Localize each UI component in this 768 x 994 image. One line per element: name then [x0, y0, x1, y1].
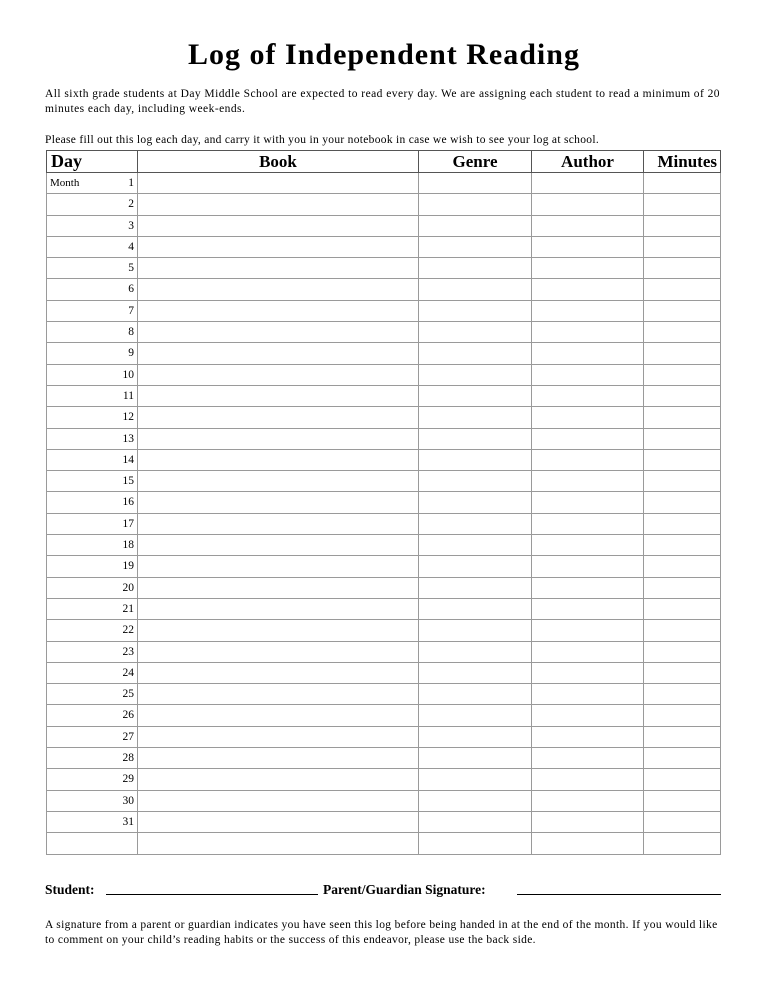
- book-cell[interactable]: [138, 769, 419, 790]
- author-cell[interactable]: [532, 385, 644, 406]
- genre-cell[interactable]: [419, 684, 532, 705]
- minutes-cell[interactable]: [644, 471, 721, 492]
- day-cell: [47, 662, 138, 683]
- minutes-cell[interactable]: [644, 748, 721, 769]
- author-cell[interactable]: [532, 428, 644, 449]
- author-cell[interactable]: [532, 811, 644, 832]
- book-cell[interactable]: [138, 726, 419, 747]
- minutes-cell[interactable]: [644, 343, 721, 364]
- day-number: 24: [122, 666, 134, 679]
- book-cell[interactable]: [138, 364, 419, 385]
- table-row: [47, 385, 721, 406]
- genre-cell[interactable]: [419, 535, 532, 556]
- table-header-row: [47, 151, 721, 173]
- day-cell: [47, 492, 138, 513]
- table-row: [47, 641, 721, 662]
- genre-cell[interactable]: [419, 556, 532, 577]
- book-cell[interactable]: [138, 300, 419, 321]
- genre-cell[interactable]: [419, 449, 532, 470]
- table-row: [47, 407, 721, 428]
- book-cell[interactable]: [138, 513, 419, 534]
- day-number: 27: [122, 730, 134, 743]
- genre-cell[interactable]: [419, 598, 532, 619]
- author-cell[interactable]: [532, 407, 644, 428]
- day-cell: [47, 620, 138, 641]
- table-row: [47, 705, 721, 726]
- signature-section: [45, 880, 721, 900]
- author-cell[interactable]: [532, 662, 644, 683]
- author-cell[interactable]: [532, 748, 644, 769]
- author-cell[interactable]: [532, 258, 644, 279]
- minutes-cell[interactable]: [644, 726, 721, 747]
- book-cell[interactable]: [138, 385, 419, 406]
- minutes-cell[interactable]: [644, 492, 721, 513]
- table-row: [47, 279, 721, 300]
- minutes-cell[interactable]: [644, 385, 721, 406]
- book-cell[interactable]: [138, 705, 419, 726]
- day-cell: [47, 577, 138, 598]
- table-row: [47, 194, 721, 215]
- book-cell[interactable]: [138, 790, 419, 811]
- minutes-cell[interactable]: [644, 620, 721, 641]
- table-row: [47, 811, 721, 832]
- minutes-cell[interactable]: [644, 194, 721, 215]
- day-cell: [47, 449, 138, 470]
- table-row: [47, 577, 721, 598]
- minutes-cell[interactable]: [644, 428, 721, 449]
- day-number: 11: [122, 389, 134, 402]
- book-cell[interactable]: [138, 684, 419, 705]
- genre-cell[interactable]: [419, 471, 532, 492]
- author-cell[interactable]: [532, 449, 644, 470]
- book-cell[interactable]: [138, 173, 419, 194]
- author-cell[interactable]: [532, 215, 644, 236]
- author-cell[interactable]: [532, 492, 644, 513]
- day-number: 12: [122, 411, 134, 424]
- minutes-cell[interactable]: [644, 513, 721, 534]
- day-cell: [47, 364, 138, 385]
- book-cell[interactable]: [138, 556, 419, 577]
- minutes-cell[interactable]: [644, 535, 721, 556]
- book-cell[interactable]: [138, 471, 419, 492]
- day-cell: [47, 790, 138, 811]
- minutes-cell[interactable]: [644, 258, 721, 279]
- genre-cell[interactable]: [419, 215, 532, 236]
- book-cell[interactable]: [138, 322, 419, 343]
- author-cell[interactable]: [532, 343, 644, 364]
- day-number: 17: [122, 517, 134, 530]
- minutes-cell[interactable]: [644, 407, 721, 428]
- day-cell: [47, 769, 138, 790]
- minutes-cell[interactable]: [644, 236, 721, 257]
- book-cell[interactable]: [138, 577, 419, 598]
- day-cell: [47, 726, 138, 747]
- header-minutes: Minutes: [644, 151, 721, 173]
- author-cell[interactable]: [532, 726, 644, 747]
- genre-cell[interactable]: [419, 811, 532, 832]
- minutes-cell[interactable]: [644, 215, 721, 236]
- author-cell[interactable]: [532, 236, 644, 257]
- book-cell[interactable]: [138, 236, 419, 257]
- table-row: [47, 833, 721, 854]
- parent-signature-line[interactable]: [517, 894, 721, 895]
- minutes-cell[interactable]: [644, 790, 721, 811]
- day-number: 14: [122, 453, 134, 466]
- day-cell: [47, 300, 138, 321]
- table-row: [47, 449, 721, 470]
- day-cell: [47, 641, 138, 662]
- minutes-cell[interactable]: [644, 173, 721, 194]
- minutes-cell[interactable]: [644, 769, 721, 790]
- table-row: [47, 343, 721, 364]
- instructions-paragraph: Please fill out this log each day, and carry it with you in your notebook in case we wish to see your log at school.: [45, 134, 599, 146]
- author-cell[interactable]: [532, 620, 644, 641]
- day-number: 7: [128, 304, 134, 317]
- book-cell[interactable]: [138, 641, 419, 662]
- genre-cell[interactable]: [419, 407, 532, 428]
- day-cell: [47, 428, 138, 449]
- author-cell[interactable]: [532, 513, 644, 534]
- day-cell: [47, 194, 138, 215]
- day-cell: [47, 471, 138, 492]
- table-row: [47, 726, 721, 747]
- table-row: [47, 748, 721, 769]
- day-cell: [47, 748, 138, 769]
- day-number: 5: [128, 262, 134, 275]
- minutes-cell[interactable]: [644, 598, 721, 619]
- genre-cell[interactable]: [419, 769, 532, 790]
- intro-paragraph: All sixth grade students at Day Middle School are expected to read every day. We are assigning each student to read a minimum of 20 minutes each day, including week-ends.: [45, 88, 721, 115]
- author-cell[interactable]: [532, 705, 644, 726]
- day-number: 8: [128, 326, 134, 339]
- day-cell: [47, 236, 138, 257]
- table-row: [47, 556, 721, 577]
- table-row: [47, 300, 721, 321]
- table-row: [47, 790, 721, 811]
- minutes-cell[interactable]: [644, 279, 721, 300]
- genre-cell[interactable]: [419, 279, 532, 300]
- table-body: [47, 173, 721, 855]
- book-cell[interactable]: [138, 194, 419, 215]
- genre-cell[interactable]: [419, 726, 532, 747]
- day-number: 9: [128, 347, 134, 360]
- table-row: [47, 428, 721, 449]
- header-genre: Genre: [419, 151, 532, 173]
- book-cell[interactable]: [138, 492, 419, 513]
- header-author: Author: [532, 151, 644, 173]
- day-cell: [47, 811, 138, 832]
- author-cell[interactable]: [532, 173, 644, 194]
- day-number: 26: [122, 709, 134, 722]
- day-cell: [47, 535, 138, 556]
- day-number: 1: [128, 177, 134, 189]
- book-cell[interactable]: [138, 428, 419, 449]
- author-cell[interactable]: [532, 833, 644, 854]
- minutes-cell[interactable]: [644, 449, 721, 470]
- footer-note: A signature from a parent or guardian indicates you have seen this log before being handed in at the end of the month. If you would like to comment on your child’s reading habits or the success of this endeavor, please use the back side.: [45, 919, 718, 946]
- book-cell[interactable]: [138, 620, 419, 641]
- minutes-cell[interactable]: [644, 833, 721, 854]
- day-number: 3: [128, 219, 134, 232]
- table-row: [47, 535, 721, 556]
- genre-cell[interactable]: [419, 513, 532, 534]
- author-cell[interactable]: [532, 322, 644, 343]
- book-cell[interactable]: [138, 343, 419, 364]
- day-number: 19: [122, 560, 134, 573]
- genre-cell[interactable]: [419, 385, 532, 406]
- author-cell[interactable]: [532, 535, 644, 556]
- genre-cell[interactable]: [419, 790, 532, 811]
- book-cell[interactable]: [138, 449, 419, 470]
- table-row: [47, 492, 721, 513]
- minutes-cell[interactable]: [644, 641, 721, 662]
- header-day: Day: [47, 151, 138, 173]
- table-row: [47, 662, 721, 683]
- author-cell[interactable]: [532, 577, 644, 598]
- table-row: [47, 684, 721, 705]
- table-row: [47, 620, 721, 641]
- book-cell[interactable]: [138, 833, 419, 854]
- genre-cell[interactable]: [419, 322, 532, 343]
- table-row: [47, 215, 721, 236]
- day-number: 18: [122, 539, 134, 552]
- book-cell[interactable]: [138, 215, 419, 236]
- minutes-cell[interactable]: [644, 556, 721, 577]
- day-cell: [47, 215, 138, 236]
- table-row: [47, 258, 721, 279]
- genre-cell[interactable]: [419, 577, 532, 598]
- author-cell[interactable]: [532, 769, 644, 790]
- day-cell: [47, 322, 138, 343]
- author-cell[interactable]: [532, 684, 644, 705]
- parent-signature-label: Parent/Guardian Signature:: [323, 882, 486, 897]
- genre-cell[interactable]: [419, 833, 532, 854]
- student-signature-line[interactable]: [106, 894, 318, 895]
- genre-cell[interactable]: [419, 428, 532, 449]
- book-cell[interactable]: [138, 748, 419, 769]
- day-number: 31: [122, 815, 134, 828]
- day-cell: [47, 684, 138, 705]
- table-row: [47, 471, 721, 492]
- genre-cell[interactable]: [419, 173, 532, 194]
- genre-cell[interactable]: [419, 492, 532, 513]
- table-row: [47, 598, 721, 619]
- student-label: Student:: [45, 882, 95, 897]
- day-number: 20: [122, 581, 134, 594]
- day-number: 15: [122, 475, 134, 488]
- day-cell: [47, 513, 138, 534]
- book-cell[interactable]: [138, 811, 419, 832]
- day-cell: [47, 343, 138, 364]
- book-cell[interactable]: [138, 598, 419, 619]
- author-cell[interactable]: [532, 471, 644, 492]
- day-cell: [47, 556, 138, 577]
- page-title: Log of Independent Reading: [188, 38, 580, 71]
- day-number: 21: [122, 602, 134, 615]
- author-cell[interactable]: [532, 194, 644, 215]
- table-row: [47, 236, 721, 257]
- genre-cell[interactable]: [419, 620, 532, 641]
- genre-cell[interactable]: [419, 343, 532, 364]
- table-row: [47, 364, 721, 385]
- table-row: [47, 769, 721, 790]
- book-cell[interactable]: [138, 258, 419, 279]
- minutes-cell[interactable]: [644, 705, 721, 726]
- minutes-cell[interactable]: [644, 662, 721, 683]
- month-label[interactable]: Month: [50, 177, 80, 189]
- day-cell: [47, 385, 138, 406]
- genre-cell[interactable]: [419, 300, 532, 321]
- book-cell[interactable]: [138, 535, 419, 556]
- reading-log-table: [46, 150, 721, 855]
- book-cell[interactable]: [138, 662, 419, 683]
- book-cell[interactable]: [138, 407, 419, 428]
- minutes-cell[interactable]: [644, 364, 721, 385]
- genre-cell[interactable]: [419, 258, 532, 279]
- day-number: 23: [122, 645, 134, 658]
- genre-cell[interactable]: [419, 194, 532, 215]
- header-book: Book: [138, 151, 419, 173]
- day-cell: [47, 279, 138, 300]
- author-cell[interactable]: [532, 364, 644, 385]
- day-number: 10: [122, 368, 134, 381]
- minutes-cell[interactable]: [644, 684, 721, 705]
- day-number: 13: [122, 432, 134, 445]
- genre-cell[interactable]: [419, 364, 532, 385]
- day-number: 4: [128, 240, 134, 253]
- author-cell[interactable]: [532, 790, 644, 811]
- minutes-cell[interactable]: [644, 300, 721, 321]
- day-number: 30: [122, 794, 134, 807]
- day-number: 22: [122, 624, 134, 637]
- author-cell[interactable]: [532, 598, 644, 619]
- table-row: [47, 513, 721, 534]
- day-cell: [47, 258, 138, 279]
- day-cell: [47, 173, 138, 194]
- day-number: 6: [128, 283, 134, 296]
- day-cell: [47, 705, 138, 726]
- genre-cell[interactable]: [419, 641, 532, 662]
- minutes-cell[interactable]: [644, 577, 721, 598]
- day-cell: [47, 407, 138, 428]
- minutes-cell[interactable]: [644, 322, 721, 343]
- day-cell: [47, 833, 138, 854]
- book-cell[interactable]: [138, 279, 419, 300]
- genre-cell[interactable]: [419, 748, 532, 769]
- day-number: 16: [122, 496, 134, 509]
- author-cell[interactable]: [532, 300, 644, 321]
- table-row: [47, 322, 721, 343]
- author-cell[interactable]: [532, 556, 644, 577]
- day-number: 25: [122, 688, 134, 701]
- day-number: 28: [122, 752, 134, 765]
- minutes-cell[interactable]: [644, 811, 721, 832]
- day-number: 29: [122, 773, 134, 786]
- genre-cell[interactable]: [419, 662, 532, 683]
- day-cell: [47, 598, 138, 619]
- table-row: [47, 173, 721, 194]
- genre-cell[interactable]: [419, 236, 532, 257]
- author-cell[interactable]: [532, 279, 644, 300]
- day-number: 2: [128, 198, 134, 211]
- genre-cell[interactable]: [419, 705, 532, 726]
- author-cell[interactable]: [532, 641, 644, 662]
